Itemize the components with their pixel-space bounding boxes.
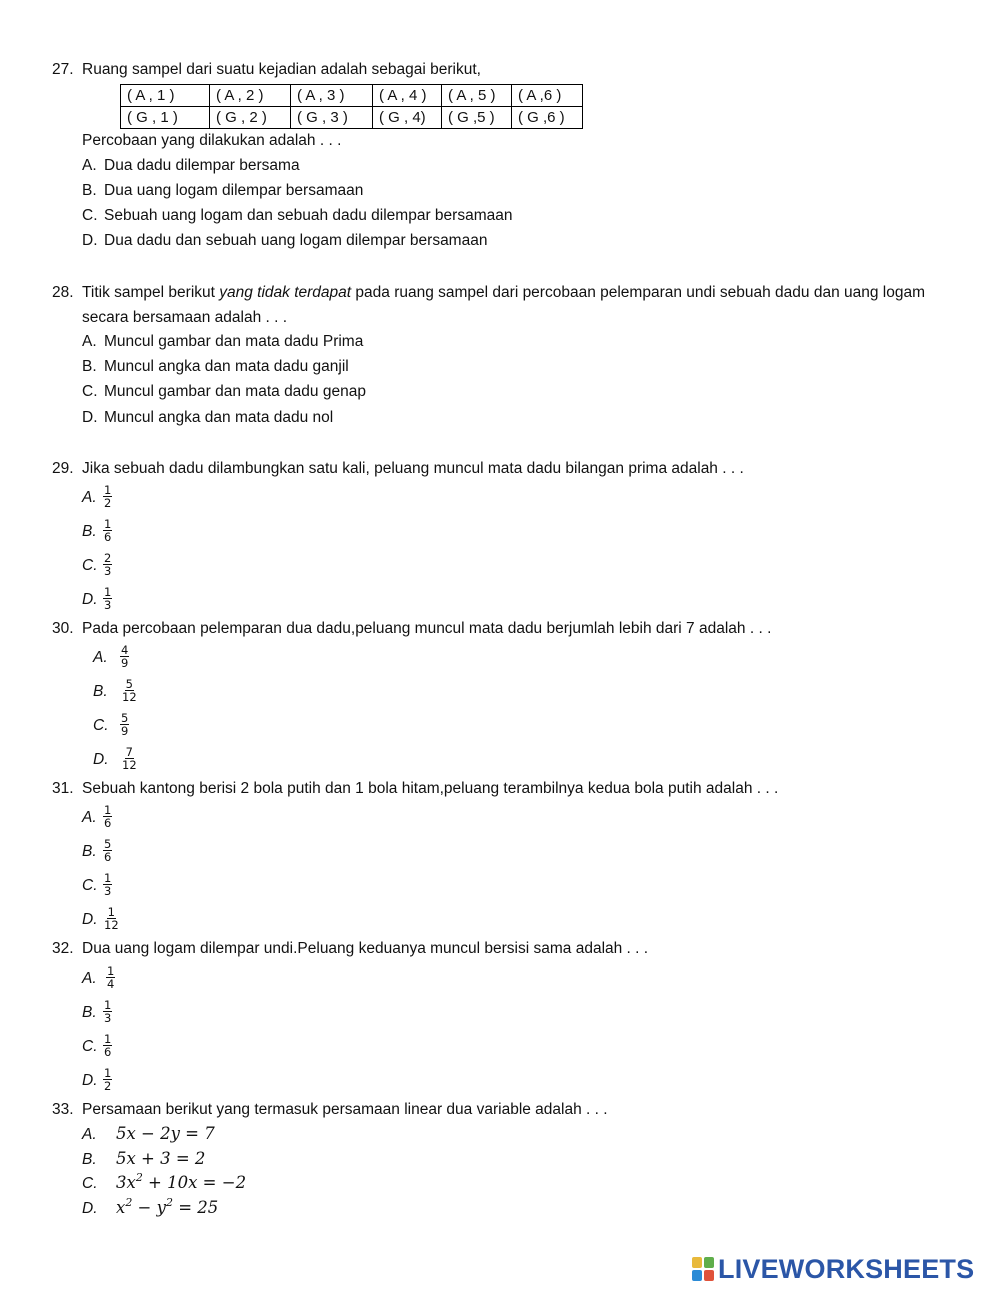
numerator: 1 (104, 871, 112, 885)
option-letter[interactable]: D. (93, 751, 109, 768)
logo-tile (704, 1270, 714, 1281)
fraction-option[interactable] (103, 1033, 112, 1058)
option-letter[interactable]: A. (82, 157, 97, 174)
option-letter[interactable]: B. (82, 182, 97, 199)
table-cell: ( A , 3 ) (291, 85, 373, 107)
denominator: 6 (104, 816, 112, 830)
option-letter[interactable]: C. (82, 1175, 98, 1192)
question-text (82, 280, 952, 330)
option-letter[interactable]: A. (93, 649, 108, 666)
question-number: 31. (52, 780, 74, 797)
question-text-part: Titik sampel berikut (82, 284, 220, 301)
fraction-option[interactable] (103, 552, 112, 577)
exponent: 2 (165, 1196, 173, 1209)
question-number: 27. (52, 61, 74, 78)
numerator: 1 (104, 1066, 112, 1080)
option-text[interactable]: Dua dadu dilempar bersama (104, 157, 300, 174)
option-letter[interactable]: A. (82, 970, 97, 987)
numerator: 1 (107, 964, 115, 978)
option-letter[interactable]: B. (82, 523, 97, 540)
equation-term: 3x (116, 1173, 136, 1192)
table-cell: ( G , 4) (373, 107, 442, 129)
option-letter[interactable]: D. (82, 232, 98, 249)
question-text-emphasis: yang tidak terdapat (219, 284, 352, 301)
equation-option[interactable]: 5x + 3 = 2 (116, 1149, 206, 1168)
fraction-option[interactable] (103, 518, 112, 543)
equation-term: + 10x = −2 (142, 1173, 247, 1192)
numerator: 1 (104, 585, 112, 599)
denominator: 3 (104, 884, 112, 898)
option-letter[interactable]: D. (82, 911, 98, 928)
option-letter[interactable]: C. (82, 877, 98, 894)
option-letter[interactable]: B. (82, 843, 97, 860)
question-text: Ruang sampel dari suatu kejadian adalah sebagai berikut, (82, 61, 481, 78)
option-letter[interactable]: A. (82, 333, 97, 350)
denominator: 6 (104, 850, 112, 864)
option-letter[interactable]: D. (82, 591, 98, 608)
fraction-option[interactable] (103, 804, 112, 829)
table-cell: ( A ,6 ) (512, 85, 583, 107)
fraction-option[interactable] (103, 999, 112, 1024)
option-text[interactable]: Muncul angka dan mata dadu ganjil (104, 358, 349, 375)
denominator: 12 (104, 918, 119, 932)
question-text: Pada percobaan pelemparan dua dadu,peluang muncul mata dadu berjumlah lebih dari 7 adalah . . . (82, 620, 772, 637)
option-letter[interactable]: C. (82, 557, 98, 574)
denominator: 9 (121, 656, 129, 670)
equation-term: − y (132, 1198, 166, 1217)
table-row (121, 107, 583, 129)
numerator: 1 (104, 1032, 112, 1046)
question-text: Dua uang logam dilempar undi.Peluang keduanya muncul bersisi sama adalah . . . (82, 940, 649, 957)
table-cell: ( A , 4 ) (373, 85, 442, 107)
denominator: 6 (104, 530, 112, 544)
numerator: 7 (125, 745, 133, 759)
option-letter[interactable]: B. (82, 1151, 97, 1168)
question-text: Sebuah kantong berisi 2 bola putih dan 1 bola hitam,peluang terambilnya kedua bola putih adalah . . . (82, 780, 779, 797)
option-letter[interactable]: B. (82, 1004, 97, 1021)
numerator: 5 (104, 837, 112, 851)
option-text[interactable]: Dua uang logam dilempar bersamaan (104, 182, 364, 199)
numerator: 1 (104, 803, 112, 817)
denominator: 9 (121, 724, 129, 738)
fraction-option[interactable] (103, 838, 112, 863)
option-letter[interactable]: D. (82, 409, 98, 426)
fraction-option[interactable] (121, 746, 138, 771)
fraction-option[interactable] (121, 678, 138, 703)
denominator: 12 (122, 690, 137, 704)
denominator: 3 (104, 564, 112, 578)
numerator: 2 (104, 551, 112, 565)
denominator: 2 (104, 496, 112, 510)
option-letter[interactable]: A. (82, 809, 97, 826)
logo-tile (692, 1270, 702, 1281)
numerator: 1 (104, 998, 112, 1012)
logo-tile (692, 1257, 702, 1268)
equation-option[interactable] (116, 1173, 246, 1193)
option-letter[interactable]: B. (82, 358, 97, 375)
numerator: 4 (121, 643, 129, 657)
option-letter[interactable]: C. (82, 1038, 98, 1055)
denominator: 6 (104, 1045, 112, 1059)
logo-tile (704, 1257, 714, 1268)
option-letter[interactable]: C. (82, 383, 98, 400)
fraction-option[interactable] (120, 644, 129, 669)
equation-term: = 25 (172, 1198, 219, 1217)
option-letter[interactable]: D. (82, 1072, 98, 1089)
sample-space-table (120, 84, 583, 129)
question-text: Jika sebuah dadu dilambungkan satu kali, peluang muncul mata dadu bilangan prima adalah . . . (82, 460, 744, 477)
question-number: 30. (52, 620, 74, 637)
option-text[interactable]: Dua dadu dan sebuah uang logam dilempar bersamaan (104, 232, 488, 249)
fraction-option[interactable] (103, 1067, 112, 1092)
question-number: 28. (52, 284, 74, 301)
option-letter[interactable]: C. (82, 207, 98, 224)
option-letter[interactable]: B. (93, 683, 108, 700)
liveworksheets-logo (692, 1254, 974, 1284)
question-number: 33. (52, 1101, 74, 1118)
option-letter[interactable]: A. (82, 489, 97, 506)
denominator: 3 (104, 1011, 112, 1025)
option-letter[interactable]: A. (82, 1126, 97, 1143)
equation-option[interactable] (116, 1198, 218, 1218)
fraction-option[interactable] (106, 965, 115, 990)
question-text: Persamaan berikut yang termasuk persamaan linear dua variable adalah . . . (82, 1101, 608, 1118)
equation-term: x (116, 1198, 126, 1217)
fraction-option[interactable] (120, 712, 129, 737)
fraction-option[interactable] (103, 586, 112, 611)
option-text[interactable]: Sebuah uang logam dan sebuah dadu dilempar bersamaan (104, 207, 513, 224)
question-number: 32. (52, 940, 74, 957)
numerator: 1 (104, 517, 112, 531)
numerator: 5 (125, 677, 133, 691)
table-cell: ( A , 2 ) (210, 85, 291, 107)
denominator: 2 (104, 1079, 112, 1093)
numerator: 1 (104, 483, 112, 497)
denominator: 4 (107, 977, 115, 991)
denominator: 3 (104, 598, 112, 612)
fraction-option[interactable] (103, 872, 112, 897)
exponent: 2 (135, 1171, 143, 1184)
table-cell: ( G , 3 ) (291, 107, 373, 129)
option-letter[interactable]: C. (93, 717, 109, 734)
fraction-option[interactable] (103, 906, 120, 931)
table-cell: ( G ,6 ) (512, 107, 583, 129)
option-text[interactable]: Muncul gambar dan mata dadu genap (104, 383, 366, 400)
option-text[interactable]: Muncul gambar dan mata dadu Prima (104, 333, 364, 350)
table-cell: ( G , 1 ) (121, 107, 210, 129)
question-number: 29. (52, 460, 74, 477)
numerator: 1 (107, 905, 115, 919)
table-cell: ( A , 5 ) (442, 85, 512, 107)
option-letter[interactable]: D. (82, 1200, 98, 1217)
numerator: 5 (121, 711, 129, 725)
question-text-part: pada ruang sampel dari percobaan pelemparan undi sebuah dadu dan uang logam secara bersamaan adalah . . . (82, 284, 926, 326)
logo-text: LIVEWORKSHEETS (718, 1253, 975, 1284)
table-row (121, 85, 583, 107)
question-prompt: Percobaan yang dilakukan adalah . . . (82, 132, 342, 149)
denominator: 12 (122, 758, 137, 772)
logo-icon (692, 1257, 714, 1281)
table-cell: ( G , 2 ) (210, 107, 291, 129)
table-cell: ( G ,5 ) (442, 107, 512, 129)
equation-option[interactable]: 5x − 2y = 7 (116, 1124, 215, 1143)
fraction-option[interactable] (103, 484, 112, 509)
table-cell: ( A , 1 ) (121, 85, 210, 107)
option-text[interactable]: Muncul angka dan mata dadu nol (104, 409, 334, 426)
exponent: 2 (125, 1196, 133, 1209)
